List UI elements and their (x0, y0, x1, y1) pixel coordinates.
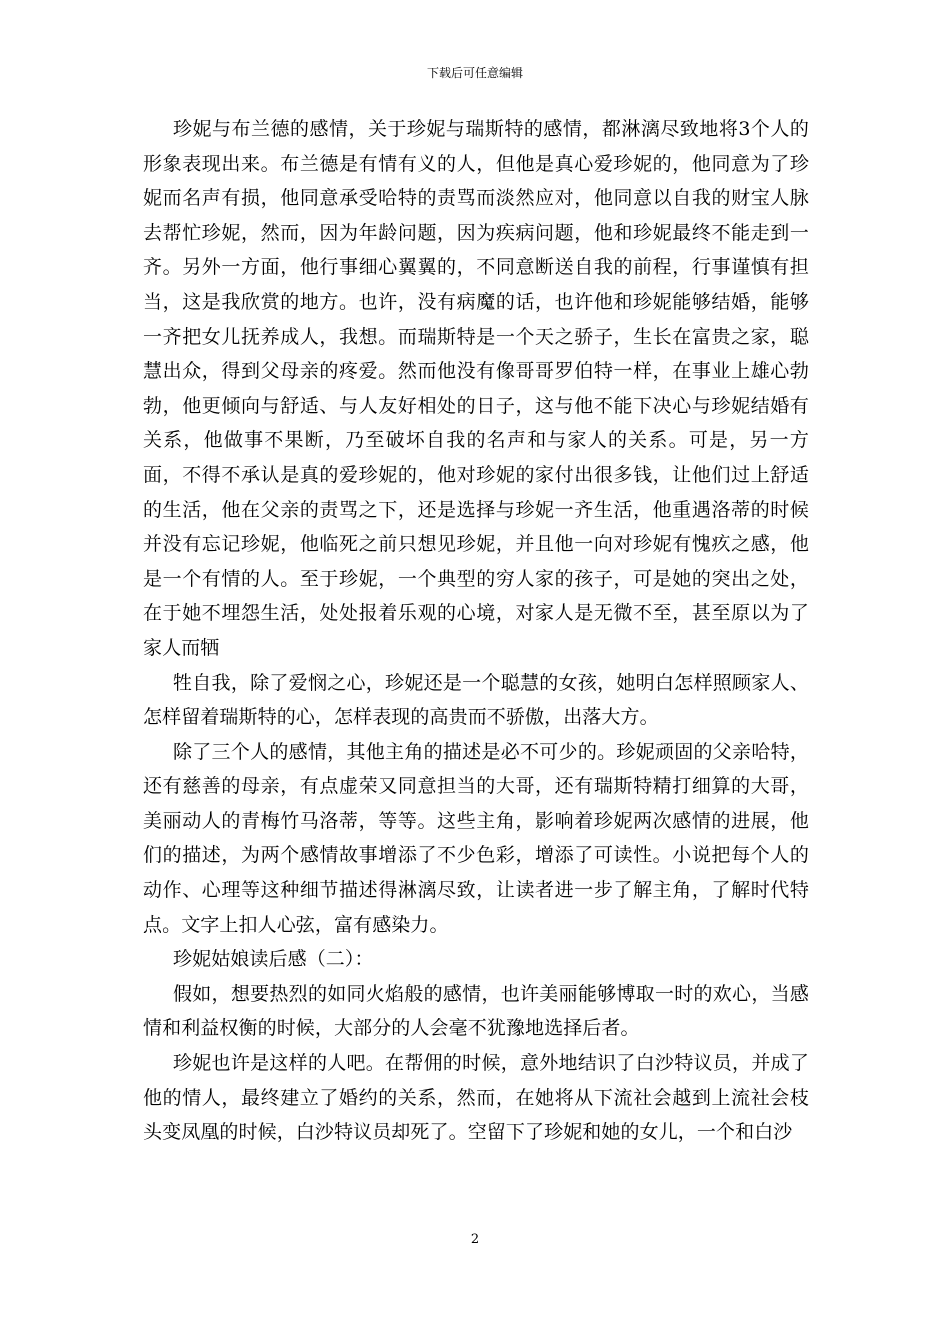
section-heading: 珍妮姑娘读后感（二）： (173, 948, 374, 971)
page-header: 下载后可任意编辑 (426, 66, 523, 80)
paragraph-5: 珍妮也许是这样的人吧。在帮佣的时候，意外地结识了白沙特议员，并成了他的情人，最终建立了婚约的关系，然而，在她将从下流社会越到上流社会枝头变凤凰的时候，白沙特议员却死了。空留下了珍妮和她的女儿，一个和白沙 (143, 1052, 809, 1144)
document-body (143, 112, 809, 1150)
paragraph-1: 珍妮与布兰德的感情，关于珍妮与瑞斯特的感情，都淋漓尽致地将3个人的形象表现出来。布兰德是有情有义的人，但他是真心爱珍妮的，他同意为了珍妮而名声有损，他同意承受哈特的责骂而淡然应对，他同意以自我的财宝人脉去帮忙珍妮，然而，因为年龄问题，因为疾病问题，他和珍妮最终不能走到一齐。另外一方面，他行事细心翼翼的，不同意断送自我的前程，行事谨慎有担当，这是我欣赏的地方。也许，没有病魔的话，也许他和珍妮能够结婚，能够一齐把女儿抚养成人，我想。而瑞斯特是一个天之骄子，生长在富贵之家，聪慧出众，得到父母亲的疼爱。然而他没有像哥哥罗伯特一样，在事业上雄心勃勃，他更倾向与舒适、与人友好相处的日子，这与他不能下决心与珍妮结婚有关系，他做事不果断，乃至破坏自我的名声和与家人的关系。可是，另一方面，不得不承认是真的爱珍妮的，他对珍妮的家付出很多钱，让他们过上舒适的生活，他在父亲的责骂之下，还是选择与珍妮一齐生活，他重遇洛蒂的时候并没有忘记珍妮，他临死之前只想见珍妮，并且他一向对珍妮有愧疚之感，他是一个有情的人。至于珍妮，一个典型的穷人家的孩子，可是她的突出之处，在于她不埋怨生活，处处报着乐观的心境，对家人是无微不至，甚至原以为了家人而牺 (143, 118, 809, 659)
paragraph-3: 除了三个人的感情，其他主角的描述是必不可少的。珍妮顽固的父亲哈特，还有慈善的母亲，有点虚荣又同意担当的大哥，还有瑞斯特精打细算的大哥，美丽动人的青梅竹马洛蒂，等等。这些主角，影响着珍妮两次感情的进展，他们的描述，为两个感情故事增添了不少色彩，增添了可读性。小说把每个人的动作、心理等这种细节描述得淋漓尽致，让读者进一步了解主角，了解时代特点。文字上扣人心弦，富有感染力。 (143, 740, 809, 936)
page-number: 2 (470, 1232, 480, 1247)
paragraph-4: 假如，想要热烈的如同火焰般的感情，也许美丽能够博取一时的欢心，当感情和利益权衡的时候，大部分的人会毫不犹豫地选择后者。 (143, 982, 809, 1040)
paragraph-2: 牲自我，除了爱悯之心，珍妮还是一个聪慧的女孩，她明白怎样照顾家人、怎样留着瑞斯特的心，怎样表现的高贵而不骄傲，出落大方。 (143, 671, 809, 729)
